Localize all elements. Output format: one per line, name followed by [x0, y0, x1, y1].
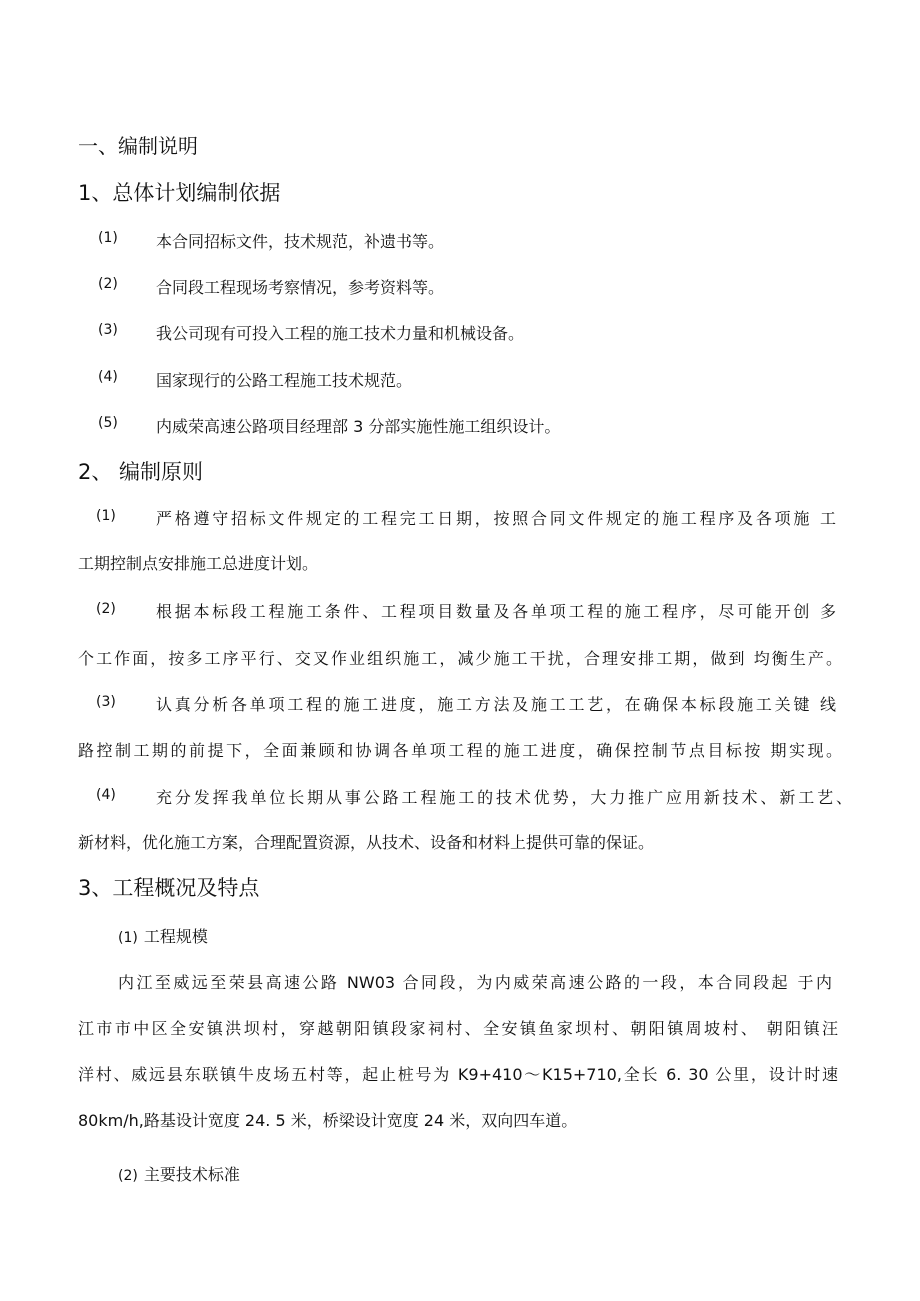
- subsection-label: 工程规模: [143, 927, 208, 946]
- paragraph-line: 路控制工期的前提下，全面兼顾和协调各单项工程的施工进度，确保控制节点目标按 期实现。: [78, 741, 842, 760]
- paragraph-line: 新材料，优化施工方案，合理配置资源，从技术、设备和材料上提供可靠的保证。: [78, 833, 655, 852]
- subsection-standards: [118, 1162, 240, 1185]
- overview-heading: 3、工程概况及特点: [78, 876, 260, 900]
- section-title: 一、编制说明: [78, 134, 198, 158]
- subsection-label: 主要技术标准: [143, 1165, 240, 1184]
- item-number: (3): [98, 322, 118, 338]
- paragraph-line: 内江至威远至荣县高速公路 NW03 合同段，为内威荣高速公路的一段，本合同段起 于内: [118, 973, 832, 992]
- item-text: 内威荣高速公路项目经理部 3 分部实施性施工组织设计。: [156, 417, 561, 436]
- item-number: (1): [118, 930, 138, 946]
- item-text: 我公司现有可投入工程的施工技术力量和机械设备。: [156, 324, 525, 343]
- paragraph-line: 严格遵守招标文件规定的工程完工日期，按照合同文件规定的施工程序及各项施 工: [156, 509, 836, 528]
- item-number: (2): [118, 1168, 138, 1184]
- item-number: (1): [98, 230, 118, 246]
- item-text: 合同段工程现场考察情况，参考资料等。: [156, 278, 445, 297]
- principles-heading: 2、 编制原则: [78, 460, 204, 484]
- item-number: (2): [96, 601, 116, 617]
- paragraph-line: 80km/h,路基设计宽度 24. 5 米，桥梁设计宽度 24 米，双向四车道。: [78, 1111, 578, 1130]
- paragraph-line: 江市市中区全安镇洪坝村，穿越朝阳镇段家祠村、全安镇鱼家坝村、朝阳镇周坡村、 朝阳镇汪: [78, 1019, 838, 1038]
- paragraph-line: 洋村、威远县东联镇牛皮场五村等，起止桩号为 K9+410～K15+710,全长 6. 30 公里，设计时速: [78, 1065, 838, 1084]
- item-number: (5): [98, 415, 118, 431]
- item-number: (1): [96, 508, 116, 524]
- item-number: (3): [96, 694, 116, 710]
- item-text: 国家现行的公路工程施工技术规范。: [156, 371, 413, 390]
- item-number: (4): [98, 369, 118, 385]
- item-text: 本合同招标文件，技术规范，补遗书等。: [156, 232, 445, 251]
- item-number: (2): [98, 276, 118, 292]
- basis-heading: 1、总体计划编制依据: [78, 181, 281, 205]
- paragraph-line: 工期控制点安排施工总进度计划。: [78, 554, 319, 573]
- item-number: (4): [96, 787, 116, 803]
- paragraph-line: 根据本标段工程施工条件、工程项目数量及各单项工程的施工程序，尽可能开创 多: [156, 602, 836, 621]
- subsection-scale: [118, 924, 208, 947]
- paragraph-line: 个工作面，按多工序平行、交叉作业组织施工，减少施工干扰，合理安排工期，做到 均衡生产。: [78, 649, 842, 668]
- paragraph-line: 充分发挥我单位长期从事公路工程施工的技术优势，大力推广应用新技术、新工艺、: [156, 788, 852, 807]
- paragraph-line: 认真分析各单项工程的施工进度，施工方法及施工工艺，在确保本标段施工关键 线: [156, 695, 836, 714]
